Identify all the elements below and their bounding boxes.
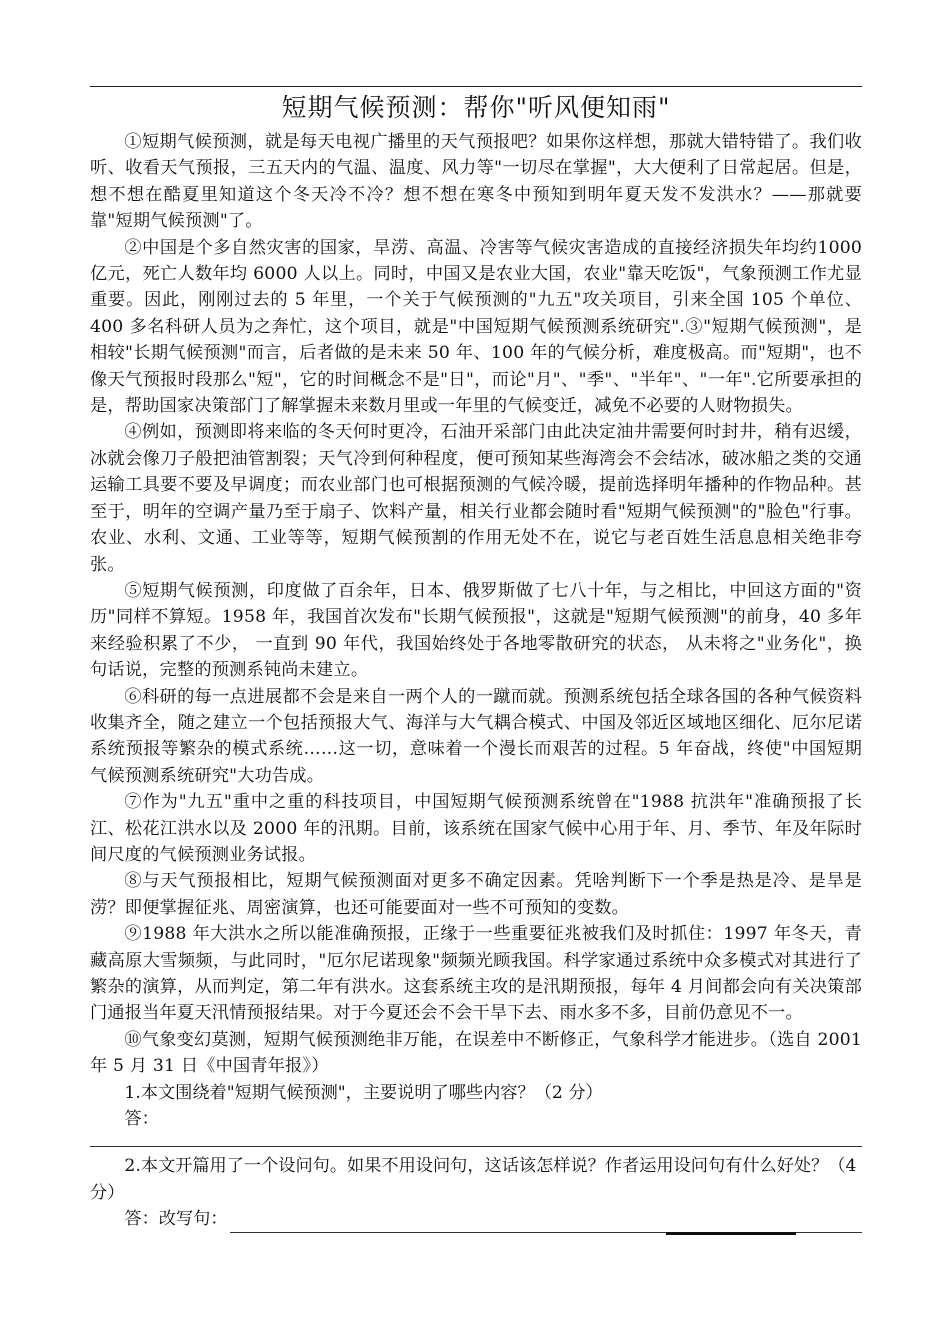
answer-1-label: 答： [124, 1109, 159, 1130]
paragraph-8: ⑧与天气预报相比，短期气候预测面对更多不确定因素。凭啥判断下一个季是热是冷、是旱是涝？即便掌握征兆、周密演算，也还可能要面对一些不可预知的变数。 [90, 871, 862, 918]
paragraph-9: ⑨1988 年大洪水之所以能准确预报，正缘于一些重要征兆被我们及时抓住：1997 年冬天，青藏高原大雪频频，与此同时，"厄尔尼诺现象"频频光顾我国。科学家通过系统中众多模式对其进行了繁杂的演算，从而判定，第二年有洪水。这套系统主攻的是汛期预报，每年 4 月间都会向有关决策部门通报当年夏天汛情预报结果。对于今夏还会不会干旱下去、雨水多不多，目前仍意见不一。 [90, 924, 862, 1024]
paragraph-5: ⑤短期气候预测，印度做了百余年，日本、俄罗斯做了七八十年，与之相比，中回这方面的"资历"同样不算短。1958 年，我国首次发布"长期气候预报"，这就是"短期气候预测"的前身，40 多年来经验积累了不少， 一直到 90 年代，我国始终处于各地零散研究的状态， 从未将之"业务化"，换句话说，完整的预测系钝尚未建立。 [90, 580, 862, 681]
article-title: 短期气候预测：帮你"听风便知雨" [281, 93, 671, 122]
article-body [90, 129, 862, 1080]
paragraph-2: ②中国是个多自然灾害的国家，旱涝、高温、冷害等气候灾害造成的直接经济损失年均约1000 亿元，死亡人数年均 6000 人以上。同时，中国又是农业大国，农业"靠天吃饭"，气象预测工作尤显重要。因此，刚刚过去的 5 年里，一个关于气候预测的"九五"攻关项目，引来全国 105 个单位、400 多名科研人员为之奔忙，这个项目，就是"中国短期气候预测系统研究".③"短期气候预测"，是相较"长期气候预测"而言，后者做的是未来 50 年、100 年的气候分析，难度极高。而"短期"，也不像天气预报时段那么"短"，它的时间概念不是"日"，而论"月"、"季"、"半年"、"一年".它所要承担的是，帮助国家决策部门了解掌握未来数月里或一年里的气候变迁，减免不必要的人财物损失。 [90, 237, 862, 417]
paragraph-7: ⑦作为"九五"重中之重的科技项目，中国短期气候预测系统曾在"1988 抗洪年"准确预报了长江、松花江洪水以及 2000 年的汛期。目前，该系统在国家气候中心用于年、月、季节、年及年际时间尺度的气候预测业务试报。 [90, 792, 862, 865]
answer-2-row [90, 1206, 862, 1232]
question-1: 1.本文围绕着"短期气候预测"，主要说明了哪些内容？（2 分） [124, 1082, 603, 1103]
paragraph-1: ①短期气候预测，就是每天电视广播里的天气预报吧？如果你这样想，那就大错特错了。我们收听、收看天气预报，三五天内的气温、温度、风力等"一切尽在掌握"，大大便利了日常起居。但是，想不想在酷夏里知道这个冬天冷不冷？想不想在寒冬中预知到明年夏天发不发洪水？——那就要靠"短期气候预测"了。 [90, 132, 862, 232]
worksheet-page [90, 86, 862, 1233]
answer-2-label: 答：改写句： [124, 1209, 228, 1230]
answer-2-line[interactable] [230, 1212, 862, 1233]
question-2: 2.本文开篇用了一个设问句。如果不用设问句，这话该怎样说？作者运用设问句有什么好处？（4 分） [90, 1156, 857, 1203]
questions-section [90, 1080, 862, 1233]
underline-mark [666, 1232, 796, 1235]
paragraph-10: ⑩气象变幻莫测，短期气候预测绝非万能，在误差中不断修正，气象科学才能进步。（选自 2001 年 5 月 31 日《中国青年报》） [90, 1029, 862, 1077]
paragraph-6: ⑥科研的每一点进展都不会是来自一两个人的一蹴而就。预测系统包括全球各国的各种气候资料收集齐全，随之建立一个包括预报大气、海洋与大气耦合模式、中国及邻近区域地区细化、厄尔尼诺系统预报等繁杂的模式系统……这一切，意味着一个漫长而艰苦的过程。5 年奋战，终使"中国短期气候预测系统研究"大功告成。 [90, 686, 862, 786]
paragraph-4: ④例如，预测即将来临的冬天何时更冷，石油开采部门由此决定油井需要何时封井，稍有迟缓，冰就会像刀子般把油管割裂；天气冷到何种程度，便可预知某些海湾会不会结冰，破冰船之类的交通运输工具要不要及早调度；而农业部门也可根据预测的气候冷暖，提前选择明年播种的作物品种。甚至于，明年的空调产量乃至于扇子、饮料产量，相关行业都会随时看"短期气候预测"的"脸色"行事。农业、水利、文通、工业等等，短期气候预割的作用无处不在，说它与老百姓生活息息相关绝非夸张。 [90, 422, 862, 575]
answer-1-line[interactable] [90, 1132, 862, 1147]
top-divider [90, 86, 862, 87]
